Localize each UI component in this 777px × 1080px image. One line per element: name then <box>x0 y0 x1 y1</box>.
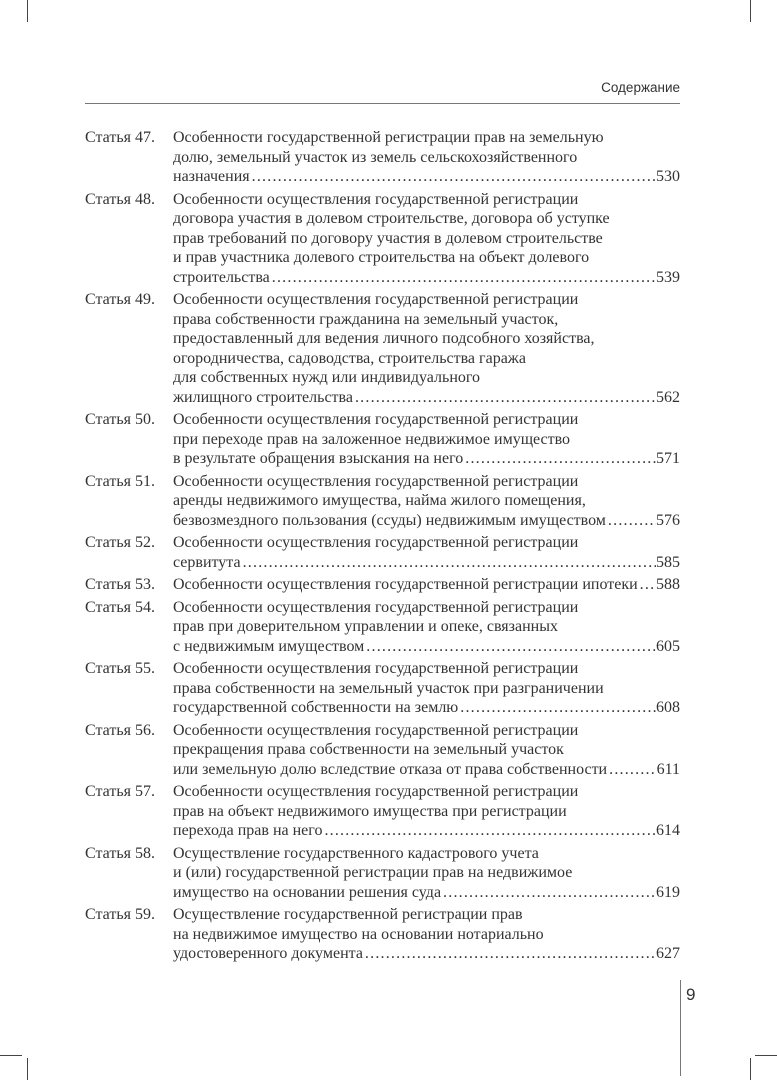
dot-leader <box>363 944 656 964</box>
toc-title-line: перехода прав на него <box>173 822 323 839</box>
toc-entry[interactable] <box>85 844 680 903</box>
toc-title-last-line <box>173 698 680 718</box>
crop-mark <box>27 0 28 22</box>
toc-title-line: прекращения права собственности на земельный участок <box>173 741 564 758</box>
toc-title-line: Осуществление государственной регистрации прав <box>173 906 523 923</box>
toc-title-line: жилищного строительства <box>173 388 353 406</box>
toc-page-number[interactable]: 619 <box>656 883 680 901</box>
toc-page-number[interactable]: 611 <box>656 760 680 778</box>
dot-leader <box>250 167 656 187</box>
toc-title-last-line <box>173 449 680 469</box>
toc-entry[interactable] <box>85 533 680 572</box>
header-rule <box>85 103 680 104</box>
crop-mark <box>750 0 751 22</box>
toc-title-line: Особенности осуществления государственной регистрации <box>173 291 579 308</box>
toc-title-last-line <box>173 553 680 573</box>
toc-title-line: аренды недвижимого имущества, найма жилого помещения, <box>173 492 586 509</box>
toc-title-line: прав на объект недвижимого имущества при регистрации <box>173 802 567 820</box>
toc-title-line: Особенности осуществления государственной регистрации <box>173 660 579 677</box>
toc-title-line: имущество на основании решения суда <box>173 883 442 901</box>
toc-title-line: договора участия в долевом строительстве, договора об уступке <box>173 210 610 227</box>
toc-title-line: Особенности осуществления государственной регистрации ипотеки <box>173 576 638 593</box>
toc-title-line: права собственности гражданина на земельный участок, <box>173 310 559 328</box>
dot-leader <box>322 821 656 841</box>
dot-leader <box>353 388 656 408</box>
toc-title-line: строительства <box>173 268 270 286</box>
toc-title-line: сервитута <box>173 553 241 571</box>
toc-entry[interactable] <box>85 905 680 964</box>
toc-title-line: и прав участника долевого строительства на объект долевого <box>173 249 590 266</box>
toc-page-number[interactable]: 530 <box>656 168 680 185</box>
toc-entry[interactable] <box>85 472 680 531</box>
toc-title-line: на недвижимое имущество на основании нотариально <box>173 925 544 943</box>
toc-entry-label: Статья 55. <box>85 660 155 677</box>
crop-mark <box>27 1058 28 1080</box>
page-number-rule <box>680 980 681 1076</box>
toc-title-last-line <box>173 637 680 657</box>
toc-page-number[interactable]: 588 <box>656 576 680 593</box>
toc-page-number[interactable]: 614 <box>656 822 680 839</box>
toc-title-line: Особенности осуществления государственной регистрации <box>173 534 579 551</box>
toc-title-line: прав требований по договору участия в долевом строительстве <box>173 229 603 247</box>
toc-entry[interactable] <box>85 598 680 657</box>
crop-mark <box>750 1058 751 1080</box>
toc-entry-label: Статья 48. <box>85 190 155 208</box>
toc-title-line: Особенности государственной регистрации прав на земельную <box>173 129 604 146</box>
toc-entry-title <box>173 721 680 780</box>
dot-leader <box>607 760 656 780</box>
toc-title-line: предоставленный для ведения личного подсобного хозяйства, <box>173 330 595 347</box>
toc-entry-label: Статья 51. <box>85 472 155 490</box>
toc-title-last-line <box>173 575 680 595</box>
toc-entry-title <box>173 844 680 903</box>
running-header: Содержание <box>601 80 680 95</box>
toc-entry-title <box>173 533 680 572</box>
toc-entry[interactable] <box>85 128 680 187</box>
toc-title-line: Особенности осуществления государственной регистрации <box>173 411 579 428</box>
toc-entry[interactable] <box>85 782 680 841</box>
toc-entry-title <box>173 575 680 595</box>
toc-entry-title <box>173 290 680 407</box>
toc-title-last-line <box>173 821 680 841</box>
dot-leader <box>441 883 656 903</box>
toc-title-line: с недвижимым имуществом <box>173 637 365 655</box>
toc-title-line: Особенности осуществления государственной регистрации <box>173 783 579 800</box>
toc-title-line: права собственности на земельный участок при разграничении <box>173 679 604 697</box>
toc-entry-label: Статья 52. <box>85 534 155 551</box>
toc-title-line: и (или) государственной регистрации прав на недвижимое <box>173 864 573 881</box>
toc-page-number[interactable]: 571 <box>656 450 680 467</box>
toc-title-line: Особенности осуществления государственной регистрации <box>173 721 579 739</box>
toc-entry-label: Статья 58. <box>85 844 155 862</box>
dot-leader <box>241 553 656 573</box>
toc-title-line: назначения <box>173 168 250 185</box>
dot-leader <box>638 575 656 595</box>
toc-page-number[interactable]: 562 <box>656 388 680 406</box>
dot-leader <box>606 511 656 531</box>
dot-leader <box>458 698 656 718</box>
toc-title-line: Осуществление государственного кадастрового учета <box>173 844 539 862</box>
toc-entry-title <box>173 659 680 718</box>
toc-entry-title <box>173 410 680 469</box>
toc-entry-label: Статья 49. <box>85 291 155 308</box>
toc-page-number[interactable]: 539 <box>656 268 680 286</box>
toc-entry[interactable] <box>85 410 680 469</box>
toc-entry[interactable] <box>85 290 680 407</box>
toc-title-last-line <box>173 883 680 903</box>
toc-entry-label: Статья 47. <box>85 129 155 146</box>
toc-entry-label: Статья 59. <box>85 906 155 923</box>
toc-entry-title <box>173 598 680 657</box>
toc-title-line: Особенности осуществления государственной регистрации <box>173 598 579 616</box>
toc-entry-label: Статья 53. <box>85 576 155 593</box>
crop-mark <box>755 1055 777 1056</box>
toc-title-last-line <box>173 511 680 531</box>
toc-title-line: Особенности осуществления государственной регистрации <box>173 190 579 208</box>
page-number: 9 <box>686 985 696 1004</box>
toc-title-line: прав при доверительном управлении и опеке, связанных <box>173 618 558 635</box>
toc-page-number[interactable]: 585 <box>656 553 680 571</box>
toc-entry[interactable] <box>85 190 680 288</box>
toc-entry-label: Статья 56. <box>85 721 155 739</box>
toc-title-line: Особенности осуществления государственной регистрации <box>173 472 579 490</box>
toc-entry[interactable] <box>85 721 680 780</box>
dot-leader <box>364 637 656 657</box>
toc-title-line: безвозмездного пользования (ссуды) недвижимым имуществом <box>173 511 606 529</box>
toc-title-line: долю, земельный участок из земель сельскохозяйственного <box>173 148 578 166</box>
toc-title-line: удостоверенного документа <box>173 945 363 962</box>
toc-title-line: для собственных нужд или индивидуального <box>173 369 481 386</box>
toc-entry-label: Статья 57. <box>85 783 155 800</box>
dot-leader <box>463 449 656 469</box>
toc-entry[interactable] <box>85 659 680 718</box>
toc-title-line: государственной собственности на землю <box>173 699 459 716</box>
toc-title-line: огородничества, садоводства, строительства гаража <box>173 349 526 367</box>
toc-entry-title <box>173 782 680 841</box>
toc-page-number[interactable]: 576 <box>656 511 680 529</box>
table-of-contents <box>85 128 680 967</box>
toc-title-last-line <box>173 944 680 964</box>
toc-entry-title <box>173 128 680 187</box>
toc-title-line: или земельную долю вследствие отказа от права собственности <box>173 760 608 778</box>
toc-title-line: в результате обращения взыскания на него <box>173 450 464 467</box>
toc-entry-title <box>173 190 680 288</box>
toc-page-number[interactable]: 605 <box>656 637 680 655</box>
toc-title-last-line <box>173 760 680 780</box>
toc-entry[interactable] <box>85 575 680 595</box>
dot-leader <box>270 268 656 288</box>
toc-page-number[interactable]: 608 <box>656 699 680 716</box>
toc-title-last-line <box>173 167 680 187</box>
toc-entry-title <box>173 472 680 531</box>
toc-page-number[interactable]: 627 <box>656 945 680 962</box>
crop-mark <box>0 1055 22 1056</box>
toc-title-last-line <box>173 388 680 408</box>
toc-entry-title <box>173 905 680 964</box>
toc-title-last-line <box>173 268 680 288</box>
toc-entry-label: Статья 54. <box>85 598 155 616</box>
toc-entry-label: Статья 50. <box>85 411 155 428</box>
toc-title-line: при переходе прав на заложенное недвижимое имущество <box>173 430 571 448</box>
